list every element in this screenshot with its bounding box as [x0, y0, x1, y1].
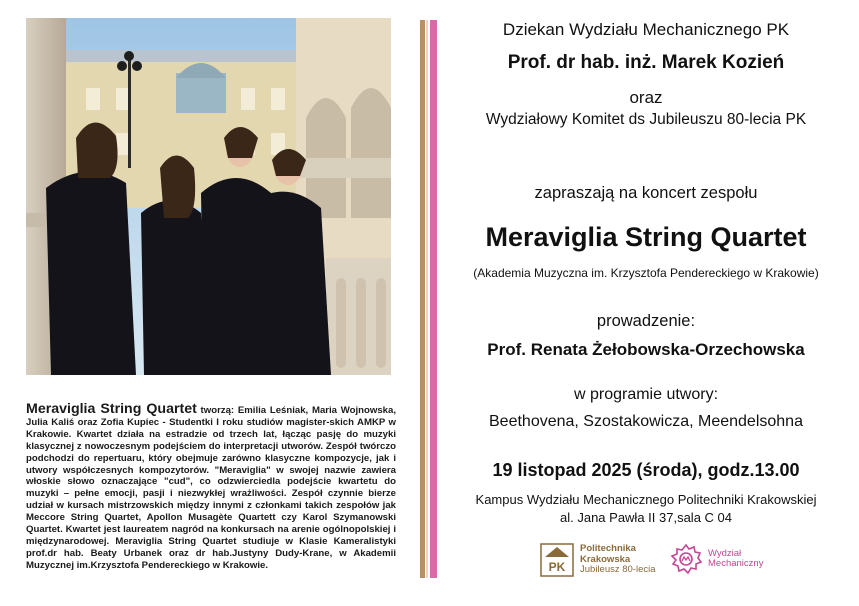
- ensemble-academy: (Akademia Muzyczna im. Krzysztofa Pendereckiego w Krakowie): [473, 266, 819, 280]
- venue-line2: al. Jana Pawła II 37,sala C 04: [560, 510, 732, 525]
- invitation-invite: zapraszają na koncert zespołu: [534, 184, 758, 202]
- program-composers: Beethovena, Szostakowicza, Meendelsohna: [489, 413, 803, 430]
- pk-logo-mark: PK: [548, 560, 566, 574]
- left-column: [14, 18, 406, 375]
- pink-bar: [430, 20, 437, 578]
- wm-logo: [670, 543, 763, 575]
- pk-line3: Jubileusz 80-lecia: [580, 564, 656, 576]
- ensemble-title: Meraviglia String Quartet: [485, 222, 807, 252]
- pk-line1: Politechnika: [580, 543, 636, 555]
- venue-line1: Kampus Wydziału Mechanicznego Politechniki Krakowskiej: [475, 492, 817, 507]
- description-body: tworzą: Emilia Leśniak, Maria Wojnowska, Julia Kaliś oraz Zofia Kupiec - Studentki I roku studiów magister-skich AMKP w Krakowie. Kwartet działa na estradzie od trzech lat, łącząc pasję do muzyki klasycznej z nowoczesnym podejściem do interpretacji utworów. Zespół twórczo podchodzi do repertuaru, który obejmuje zarówno klasyczne kompozycje, jak i utwory współczesnych kompozytorów. "Meraviglia" w swojej nazwie zawiera włoskie słowo oznaczające "cud", co odzwierciedla podejście kwartetu do muzyki – pełne emocji, pasji i niezwykłej wrażliwości. Zespół czynnie bierze udział w kursach mistrzowskich między innymi z członkami takich zespołów jak Meccore String Quartet, Apollon Musagète Quartett czy Karol Szymanowski Quartet. Kwartet jest laureatem nagród na konkursach na arenie ogólnopolskiej i międzynarodowej. Meraviglia String Quartet studiuje w Klasie Kameralistyki prof.dr hab. Beaty Urbanek oraz dr hab.Justyny Dudy-Krane, w Akademii Muzycznej im.Krzysztofa Pendereckiego w Krakowie.: [26, 405, 396, 571]
- program-label: w programie utwory:: [573, 386, 719, 403]
- gold-bar: [420, 20, 425, 578]
- pk-logo-icon: [540, 543, 574, 577]
- wm-line1: Wydział: [708, 547, 742, 559]
- quartet-photo-illustration: [26, 18, 391, 375]
- description-quartet-name: Meraviglia String Quartet: [26, 401, 197, 417]
- lead-name: Prof. Renata Żełobowska-Orzechowska: [487, 340, 805, 359]
- light-bar: [426, 20, 428, 578]
- logos: [540, 543, 790, 583]
- quartet-description: [26, 401, 396, 572]
- invitation-dean: Dziekan Wydziału Mechanicznego PK: [502, 20, 790, 39]
- wm-logo-text: [708, 549, 763, 570]
- pk-line2: Krakowska: [580, 553, 631, 565]
- wm-line2: Mechaniczny: [708, 558, 764, 569]
- invitation-and: oraz: [629, 88, 663, 107]
- gear-logo-icon: [670, 543, 702, 575]
- lead-label: prowadzenie:: [596, 312, 696, 330]
- quartet-photo: [26, 18, 391, 375]
- invitation-committee: Wydziałowy Komitet ds Jubileuszu 80-lecia PK: [485, 111, 807, 128]
- invitation-professor: Prof. dr hab. inż. Marek Kozień: [507, 52, 785, 73]
- pk-jubilee-logo: [540, 543, 656, 577]
- decorative-bars: [420, 20, 442, 578]
- pk-logo-text: [580, 544, 656, 576]
- event-datetime: 19 listopad 2025 (środa), godz.13.00: [492, 460, 800, 480]
